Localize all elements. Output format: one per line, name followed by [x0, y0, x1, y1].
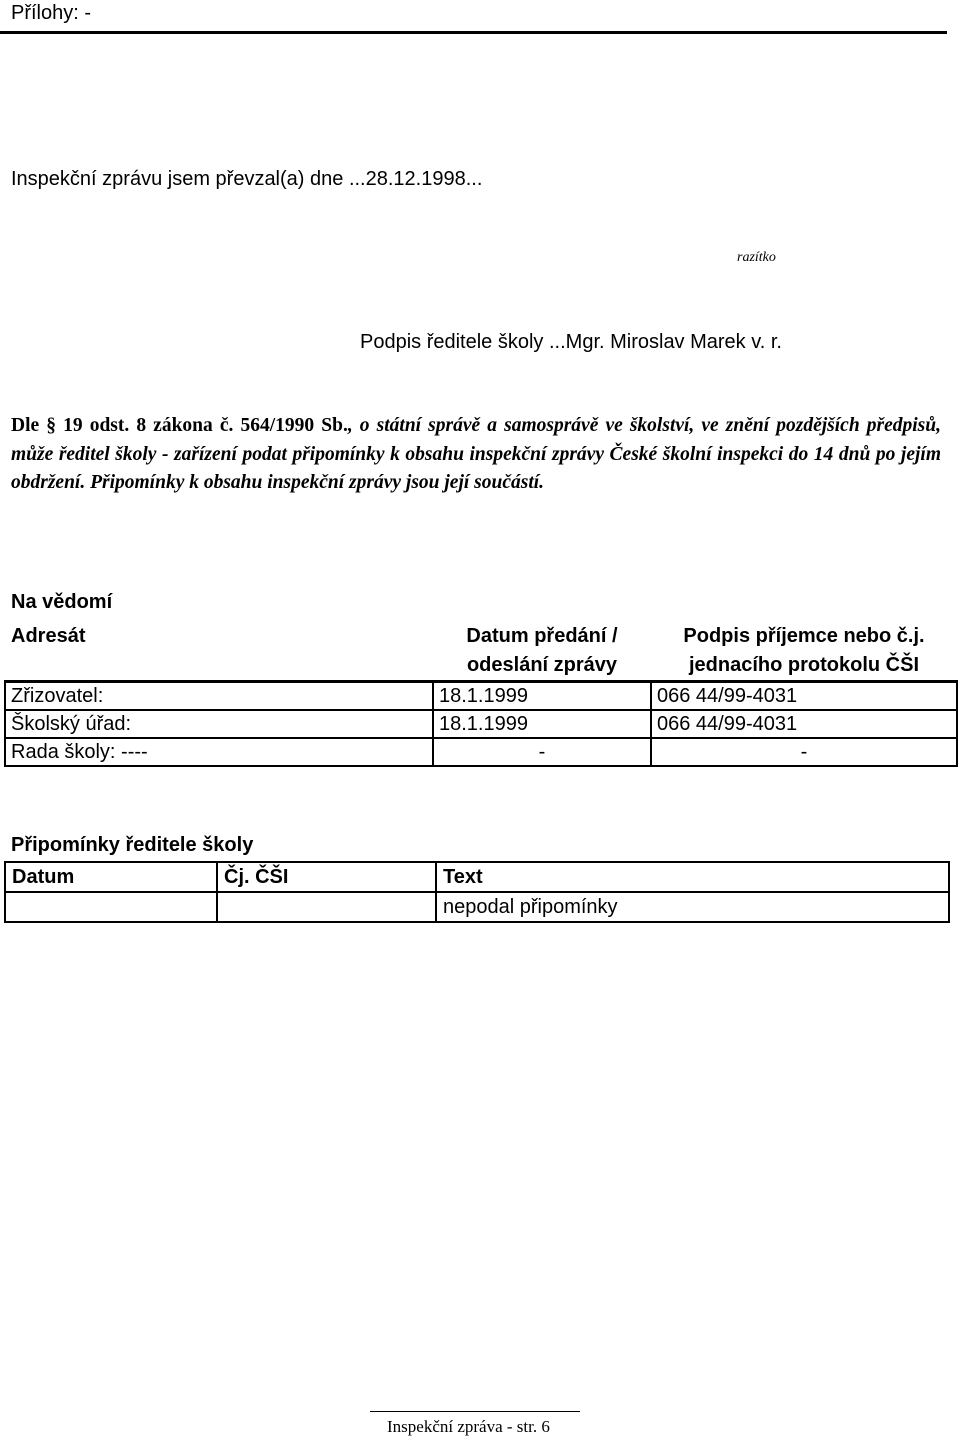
reference-cell: 066 44/99-4031	[651, 682, 957, 711]
table-row	[5, 738, 957, 766]
comment-date-header: Datum	[5, 862, 217, 892]
recipients-header-row	[5, 618, 957, 682]
date-header-line-2: odeslání zprávy	[466, 654, 618, 676]
signature-header-line-1: Podpis příjemce nebo č.j.	[683, 625, 925, 647]
comment-ref-header: Čj. ČŠI	[217, 862, 436, 892]
signature-header-line-2: jednacího protokolu ČŠI	[688, 654, 919, 676]
reference-cell: 066 44/99-4031	[651, 710, 957, 738]
addressee-header: Adresát	[5, 618, 433, 682]
statement-part-1: Dle	[11, 415, 47, 436]
reference-cell: -	[651, 738, 957, 766]
recipients-table	[4, 618, 958, 767]
date-header	[433, 618, 651, 682]
receipt-date: ...28.12.1998...	[348, 168, 483, 190]
comment-date-cell	[5, 892, 217, 922]
addressee-cell: Zřizovatel:	[5, 682, 433, 711]
comment-text-cell: nepodal připomínky	[436, 892, 949, 922]
signature-header	[651, 618, 957, 682]
addressee-cell: Rada školy: ----	[5, 738, 433, 766]
director-signature-line: Podpis ředitele školy ...Mgr. Miroslav Marek v. r.	[360, 331, 782, 353]
section-symbol: §	[46, 415, 56, 436]
receipt-label: Inspekční zprávu jsem převzal(a) dne	[11, 168, 344, 190]
comments-title: Připomínky ředitele školy	[11, 834, 254, 856]
receipt-line	[11, 167, 482, 191]
footer-rule	[370, 1411, 580, 1412]
date-cell: -	[433, 738, 651, 766]
attachments-label: Přílohy: -	[11, 2, 92, 24]
stamp-label: razítko	[737, 250, 776, 265]
header-rule	[0, 31, 947, 34]
comment-text-header: Text	[436, 862, 949, 892]
addressee-cell: Školský úřad:	[5, 710, 433, 738]
comment-ref-cell	[217, 892, 436, 922]
comments-table	[4, 861, 950, 923]
table-row	[5, 710, 957, 738]
date-header-line-1: Datum předání /	[466, 625, 618, 647]
date-cell: 18.1.1999	[433, 682, 651, 711]
date-cell: 18.1.1999	[433, 710, 651, 738]
legal-statement	[11, 412, 941, 498]
table-row	[5, 892, 949, 922]
statement-part-2: 19 odst. 8 zákona č. 564/1990 Sb.	[56, 415, 348, 436]
comments-header-row	[5, 862, 949, 892]
statement-part-3: , o státní správě a samosprávě ve školství, ve znění pozdějších předpisů, může ředitel školy - zařízení podat připomínky k obsahu inspekční zprávy České školní inspekci do 14 dnů po jejím obdržení. Připomínky k obsahu inspekční zprávy jsou její součástí.	[11, 415, 941, 494]
page-footer: Inspekční zpráva - str. 6	[387, 1417, 550, 1436]
recipients-title: Na vědomí	[11, 591, 113, 613]
table-row	[5, 682, 957, 711]
